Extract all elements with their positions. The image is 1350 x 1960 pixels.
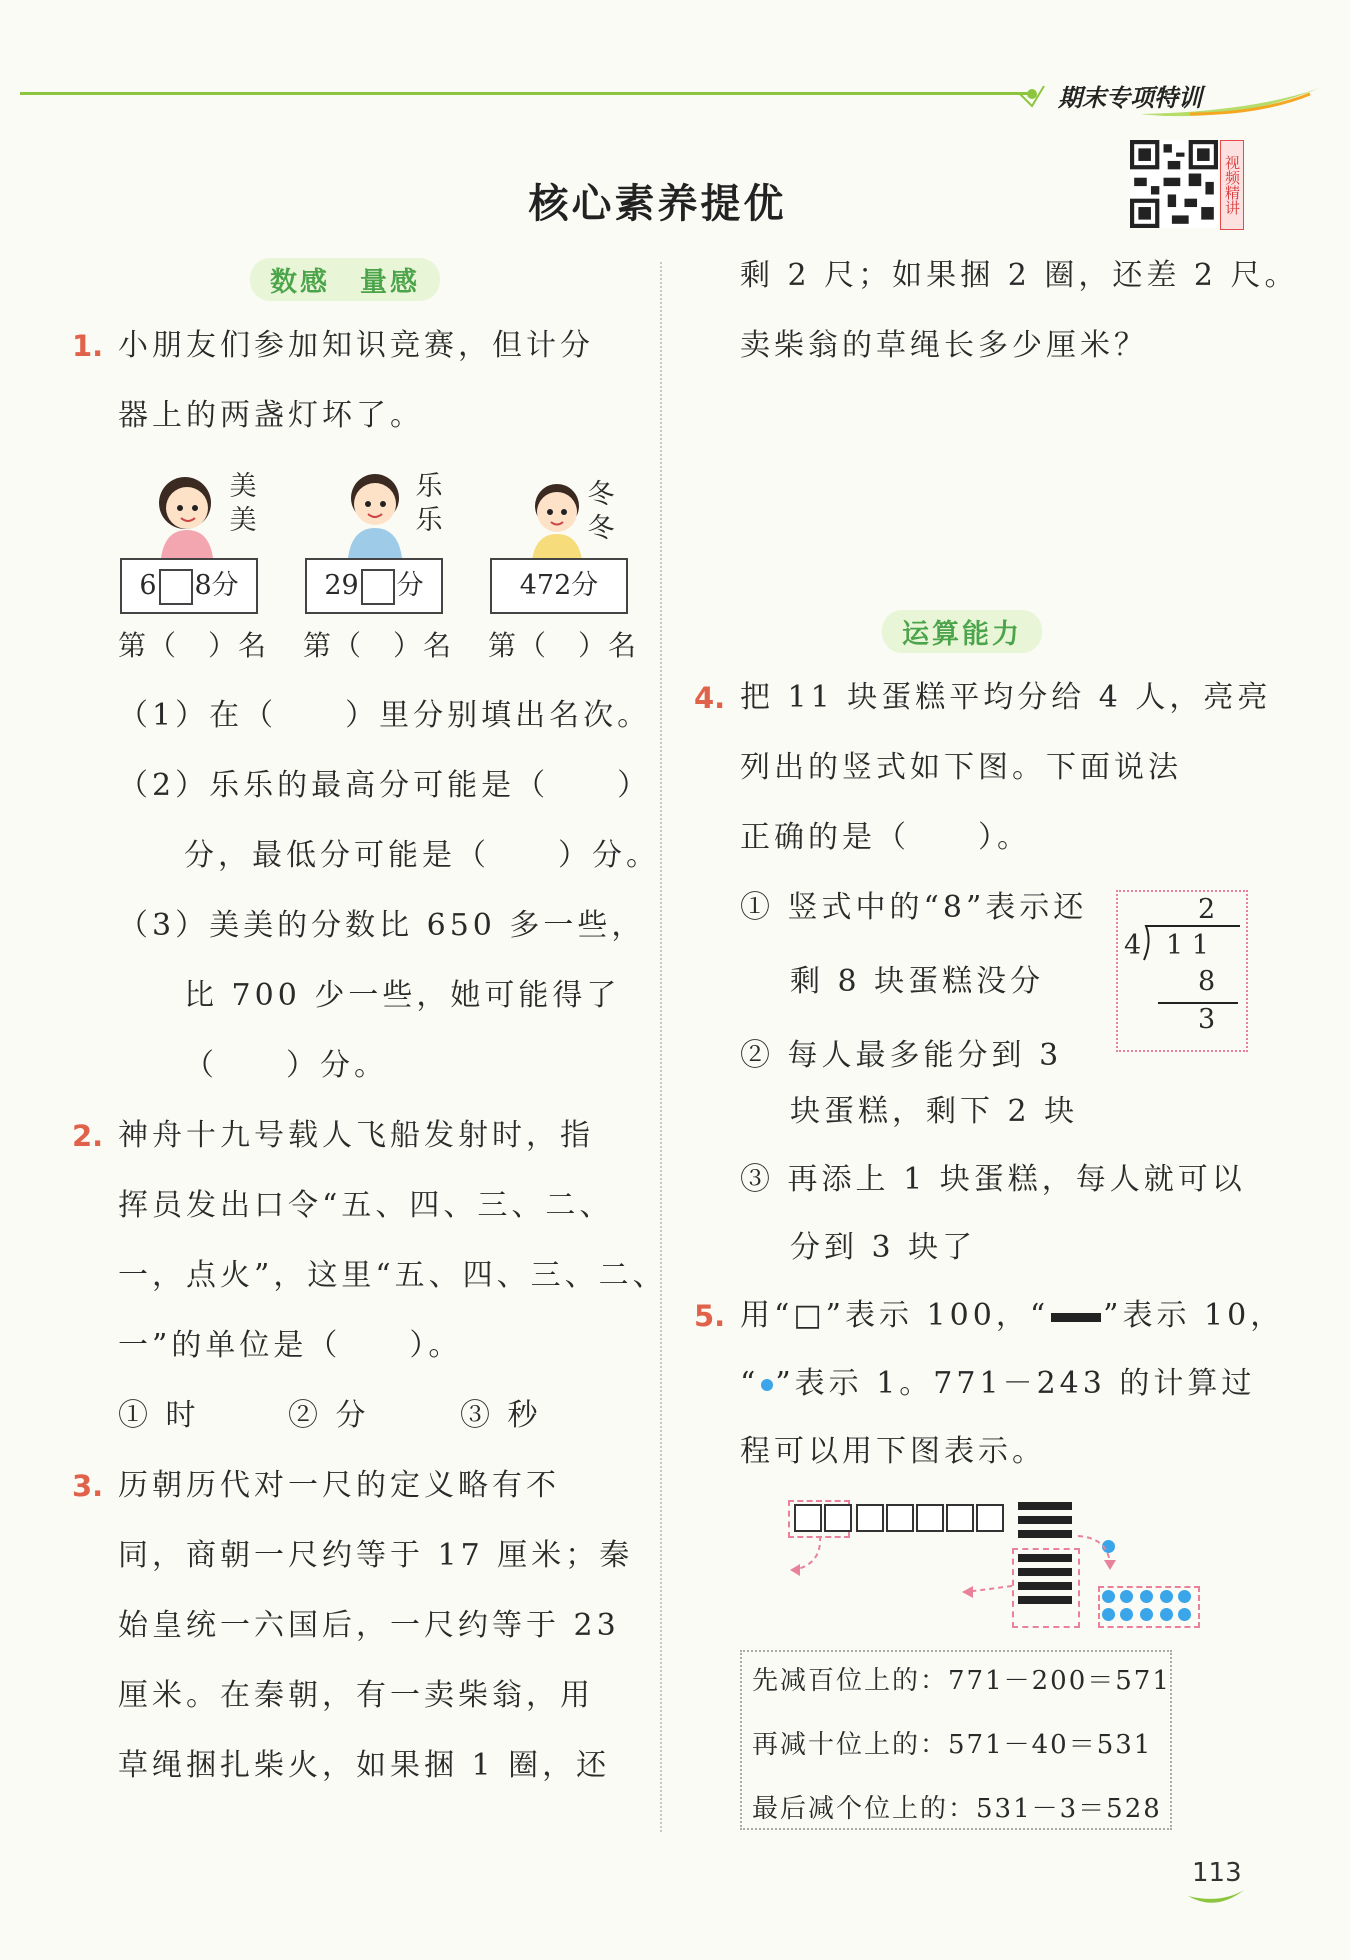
score-box-dongdong: 472分 xyxy=(490,558,628,614)
header-rule xyxy=(20,92,1030,95)
q2-line: 神舟十九号载人飞船发射时，指 xyxy=(118,1118,594,1153)
q3-cont-line: 剩 2 尺；如果捆 2 圈，还差 2 尺。 xyxy=(740,258,1299,293)
process-step-2: 再减十位上的：571－40＝531 xyxy=(752,1730,1153,1760)
q1-line: 器上的两盏灯坏了。 xyxy=(118,398,424,433)
product: 8 xyxy=(1198,966,1216,997)
q2-option-2[interactable]: ② 分 xyxy=(288,1398,370,1433)
q5-line-part: “ xyxy=(740,1366,760,1401)
hundred-square xyxy=(856,1504,884,1532)
boy-lele-icon xyxy=(330,464,420,558)
process-step-3: 最后减个位上的：531－3＝528 xyxy=(752,1794,1162,1824)
q4-line: 把 11 块蛋糕平均分给 4 人，亮亮 xyxy=(740,680,1272,715)
kid-name-lele: 乐乐 xyxy=(415,471,443,536)
ten-bar xyxy=(1018,1502,1072,1510)
q3-line: 历朝历代对一尺的定义略有不 xyxy=(118,1468,560,1503)
score-prefix: 6 xyxy=(139,570,157,601)
swoosh-decoration-icon xyxy=(1130,84,1330,124)
q4-option-3-cont: 分到 3 块了 xyxy=(790,1230,977,1265)
q4-line: 列出的竖式如下图。下面说法 xyxy=(740,750,1182,785)
q1-sub-3: （3）美美的分数比 650 多一些， xyxy=(118,908,646,943)
q2-line: 挥员发出口令“五、四、三、二、 xyxy=(118,1188,614,1223)
q4-option-3[interactable]: ③ 再添上 1 块蛋糕，每人就可以 xyxy=(740,1162,1246,1197)
q5-number: 5. xyxy=(694,1299,726,1333)
broken-digit-box[interactable] xyxy=(159,569,193,605)
q3-number: 3. xyxy=(72,1469,104,1503)
q3-line: 厘米。在秦朝，有一卖柴翁，用 xyxy=(118,1678,594,1713)
score-suffix: 8分 xyxy=(194,570,239,601)
q2-option-3[interactable]: ③ 秒 xyxy=(460,1398,542,1433)
q4-number: 4. xyxy=(694,681,726,715)
q2-line: 一”的单位是（ ）。 xyxy=(118,1328,463,1363)
q1-sub-2: （2）乐乐的最高分可能是（ ） xyxy=(118,768,652,803)
ten-bar xyxy=(1018,1516,1072,1524)
hundred-square xyxy=(886,1504,914,1532)
hundred-square xyxy=(946,1504,974,1532)
removal-arrows-icon xyxy=(780,1530,1220,1610)
badge-number-sense: 数感 量感 xyxy=(250,258,440,301)
dividend: 1 1 xyxy=(1166,930,1209,961)
rank-meimei[interactable]: 第（ ）名 xyxy=(118,629,269,662)
rank-lele[interactable]: 第（ ）名 xyxy=(303,629,454,662)
one-dot-icon xyxy=(761,1379,773,1391)
q2-line: 一，点火”，这里“五、四、三、二、 xyxy=(118,1258,667,1293)
qr-label: 视频精讲 xyxy=(1220,140,1244,230)
q1-line: 小朋友们参加知识竞赛，但计分 xyxy=(118,328,594,363)
score-prefix: 29 xyxy=(324,570,359,601)
column-divider xyxy=(660,262,662,1832)
q5-line xyxy=(740,1298,1284,1334)
q1-sub-1: （1）在（ ）里分别填出名次。 xyxy=(118,698,652,733)
q4-line: 正确的是（ ）。 xyxy=(740,820,1031,855)
divisor: 4 xyxy=(1124,930,1142,961)
kid-name-dongdong: 冬冬 xyxy=(587,479,615,544)
long-division xyxy=(1116,890,1248,1052)
q2-number: 2. xyxy=(72,1119,104,1153)
hundred-square xyxy=(794,1504,822,1532)
q1-sub-2-cont: 分，最低分可能是（ ）分。 xyxy=(184,838,660,873)
broken-digit-box[interactable] xyxy=(361,569,395,605)
q5-line-part: ”表示 1。771－243 的计算过 xyxy=(775,1366,1256,1401)
q4-option-2-cont: 块蛋糕，剩下 2 块 xyxy=(790,1094,1079,1129)
q4-option-1[interactable]: ① 竖式中的“8”表示还 xyxy=(740,890,1088,925)
q4-option-1-cont: 剩 8 块蛋糕没分 xyxy=(790,964,1045,999)
q2-option-1[interactable]: ① 时 xyxy=(118,1398,200,1433)
remainder: 3 xyxy=(1198,1004,1216,1035)
hundred-square xyxy=(824,1504,852,1532)
q5-line: 程可以用下图表示。 xyxy=(740,1434,1046,1469)
rank-dongdong[interactable]: 第（ ）名 xyxy=(488,629,639,662)
qr-code-icon[interactable] xyxy=(1130,140,1218,228)
page-title: 核心素养提优 xyxy=(528,181,787,227)
q4-option-2[interactable]: ② 每人最多能分到 3 xyxy=(740,1038,1063,1073)
page-number-swoosh-icon xyxy=(1186,1888,1246,1910)
page-number: 113 xyxy=(1192,1858,1242,1888)
q3-line: 草绳捆扎柴火，如果捆 1 圈，还 xyxy=(118,1748,611,1783)
process-step-1: 先减百位上的：771－200＝571 xyxy=(752,1666,1171,1696)
girl-meimei-icon xyxy=(145,468,235,558)
q3-cont-line: 卖柴翁的草绳长多少厘米？ xyxy=(740,328,1148,363)
q3-line: 始皇统一六国后，一尺约等于 23 xyxy=(118,1608,620,1643)
score-box-lele xyxy=(305,558,443,614)
q5-line-part: 用“□”表示 100，“ xyxy=(740,1298,1050,1333)
hundred-square xyxy=(916,1504,944,1532)
q3-line: 同，商朝一尺约等于 17 厘米；秦 xyxy=(118,1538,634,1573)
calculation-process-box xyxy=(740,1650,1172,1830)
q1-number: 1. xyxy=(72,329,104,363)
quotient: 2 xyxy=(1198,894,1216,925)
q5-line xyxy=(740,1366,1255,1402)
q1-sub-3-cont: 比 700 少一些，她可能得了 xyxy=(184,978,621,1013)
score-suffix: 分 xyxy=(396,570,424,601)
hundred-square xyxy=(976,1504,1004,1532)
section-title: 期末专项特训 xyxy=(1058,84,1202,112)
ten-bar-icon xyxy=(1051,1313,1101,1322)
kid-name-meimei: 美美 xyxy=(229,471,257,536)
score-box-meimei xyxy=(120,558,258,614)
badge-computation: 运算能力 xyxy=(882,610,1042,653)
q1-sub-3-answer: （ ）分。 xyxy=(184,1048,388,1083)
q5-line-part: ”表示 10， xyxy=(1103,1298,1285,1333)
